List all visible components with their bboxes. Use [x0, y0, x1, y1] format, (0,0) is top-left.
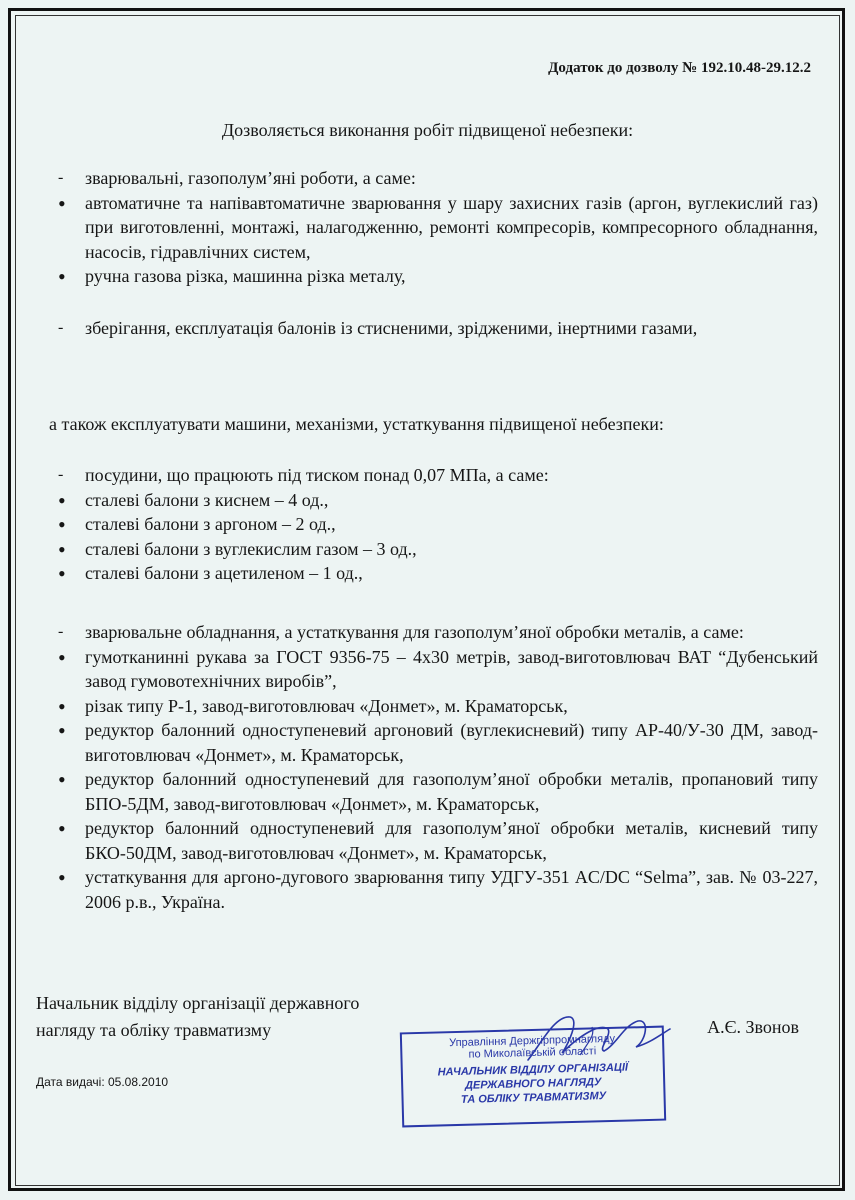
dash-marker: - [58, 319, 64, 336]
signatory-title-line: нагляду та обліку травматизму [36, 1020, 272, 1040]
list-item-text: редуктор балонний одноступеневий аргоновий (вуглекисневий) типу АР-40/У-30 ДМ, завод-виготовлювач «Донмет», м. Краматорськ, [85, 720, 818, 765]
list-item [58, 191, 818, 265]
list-item-text: різак типу Р-1, завод-виготовлювач «Донмет», м. Краматорськ, [85, 695, 568, 716]
list-item-text: редуктор балонний одноступеневий для газополум’яної обробки металів, пропановий типу БПО-5ДМ, завод-виготовлювач «Донмет», м. Краматорськ, [85, 769, 818, 814]
bullet-marker: • [58, 487, 66, 513]
bullet-marker: • [58, 536, 66, 562]
list-item-text: зварювальні, газополум’яні роботи, а саме: [85, 168, 416, 188]
list-item-text: сталеві балони з вуглекислим газом – 3 од., [85, 538, 417, 559]
stamp-line: НАЧАЛЬНИК ВІДДІЛУ ОРГАНІЗАЦІЇ [437, 1061, 629, 1079]
list-item [58, 645, 818, 694]
list-item-text: устаткування для аргоно-дугового зварювання типу УДГУ-351 AC/DC “Selma”, зав. № 03-227, 2006 р.в., Україна. [85, 867, 818, 912]
vessels-list [58, 463, 818, 586]
list-item-text: сталеві балони з киснем – 4 од., [85, 489, 329, 510]
equipment-intro: а також експлуатувати машини, механізми, устаткування підвищеної небезпеки: [49, 414, 664, 434]
issue-date: Дата видачі: 05.08.2010 [36, 1075, 169, 1089]
list-item-text: зварювальне обладнання, а устаткування для газополум’яної обробки металів, а саме: [85, 622, 744, 642]
bullet-marker: • [58, 264, 66, 289]
signatory-title [36, 990, 359, 1044]
list-item-text: гумотканинні рукава за ГОСТ 9356-75 – 4х30 метрів, завод-виготовлювач ВАТ “Дубенський завод гумовотехнічних виробів”, [85, 646, 818, 691]
document-reference: Додаток до дозволу № 192.10.48-29.12.2 [548, 60, 811, 76]
list-item [58, 537, 818, 562]
bullet-marker: • [58, 644, 66, 670]
list-item [58, 316, 818, 341]
list-item-text: редуктор балонний одноступеневий для газополум’яної обробки металів, кисневий типу БКО-50ДМ, завод-виготовлювач «Донмет», м. Краматорськ, [85, 818, 818, 863]
bullet-marker: • [58, 816, 66, 841]
list-item [58, 488, 818, 513]
bullet-marker: • [58, 561, 66, 586]
list-item [58, 264, 818, 289]
works-list [58, 166, 818, 289]
list-item [58, 166, 818, 191]
bullet-marker: • [58, 512, 66, 537]
list-item-text: автоматичне та напівавтоматичне зварювання у шару захисних газів (аргон, вуглекислий газ) при виготовленні, монтажі, налагодженню, ремонті компресорів, компресорного обладнання, насосів, гідравлічних систем, [85, 192, 818, 262]
list-item-text: зберігання, експлуатація балонів із стисненими, зрідженими, інертними газами, [85, 318, 698, 338]
list-item [58, 767, 818, 816]
list-item [58, 463, 818, 488]
list-item [58, 816, 818, 865]
list-item-text: сталеві балони з ацетиленом – 1 од., [85, 563, 363, 583]
list-item-text: посудини, що працюють під тиском понад 0,07 МПа, а саме: [85, 465, 549, 485]
handwritten-signature [520, 1005, 680, 1075]
bullet-marker: • [58, 865, 66, 890]
list-item [58, 694, 818, 719]
list-item-text: ручна газова різка, машинна різка металу, [85, 266, 406, 286]
dash-marker: - [58, 466, 64, 483]
bullet-marker: • [58, 693, 66, 719]
stamp-line: ТА ОБЛІКУ ТРАВМАТИЗМУ [460, 1090, 607, 1106]
bullet-marker: • [58, 190, 66, 216]
bullet-marker: • [58, 718, 66, 743]
stamp-line: Управління Держгірпромнагляду [448, 1032, 616, 1050]
list-item [58, 620, 818, 645]
stamp-line: по Миколаївській області [468, 1045, 597, 1061]
signatory-title-line: Начальник відділу організації державного [36, 993, 360, 1013]
welding-equipment-list [58, 620, 818, 914]
list-item [58, 718, 818, 767]
dash-marker: - [58, 623, 64, 640]
page-heading: Дозволяється виконання робіт підвищеної небезпеки: [221, 120, 634, 140]
list-item [58, 865, 818, 914]
storage-list [58, 316, 818, 341]
signatory-name: А.Є. Звонов [707, 1017, 799, 1037]
list-item [58, 512, 818, 537]
stamp-line: ДЕРЖАВНОГО НАГЛЯДУ [464, 1076, 602, 1092]
dash-marker: - [58, 169, 64, 186]
list-item-text: сталеві балони з аргоном – 2 од., [85, 514, 336, 534]
list-item [58, 561, 818, 586]
bullet-marker: • [58, 767, 66, 792]
